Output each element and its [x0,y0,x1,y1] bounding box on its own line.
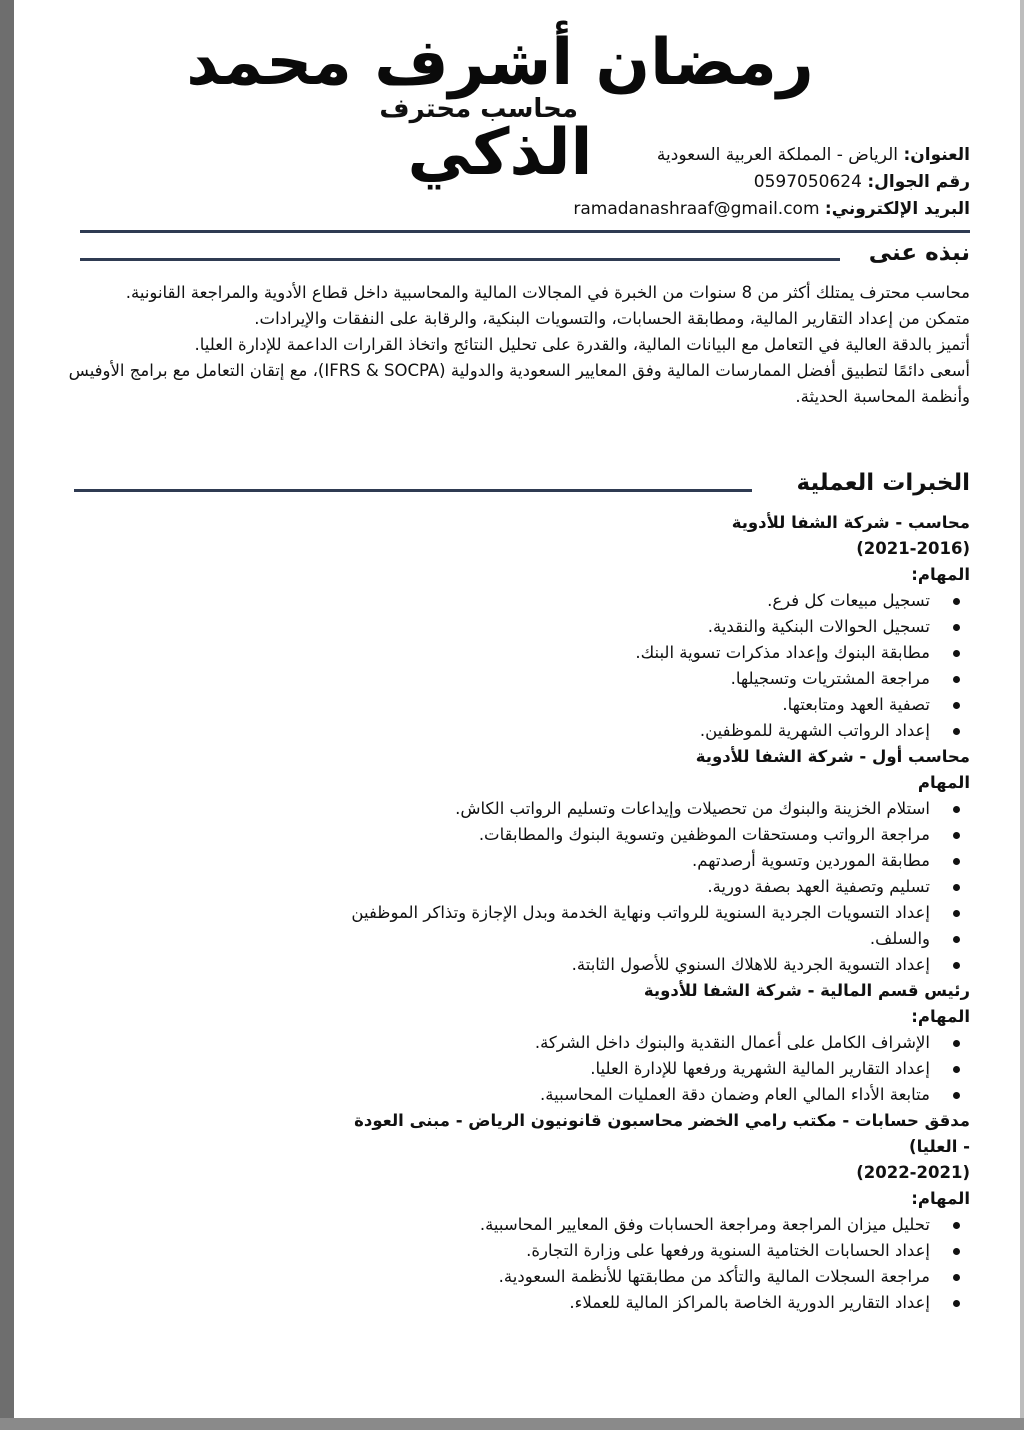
task-item: تصفية العهد ومتابعتها. [65,692,970,718]
task-list [65,588,970,744]
contact-block [573,142,970,223]
task-item: استلام الخزينة والبنوك من تحصيلات وإيداعات وتسليم الرواتب الكاش. [65,796,970,822]
task-item: تسليم وتصفية العهد بصفة دورية. [65,874,970,900]
task-item: إعداد التقارير الدورية الخاصة بالمراكز المالية للعملاء. [65,1290,970,1316]
phone-label: رقم الجوال: [867,172,970,192]
experience-heading-rule [74,489,752,492]
task-item: متابعة الأداء المالي العام وضمان دقة العمليات المحاسبية. [65,1082,970,1108]
header-divider [80,230,970,233]
about-heading: نبذه عنى [868,240,970,266]
task-item: مراجعة السجلات المالية والتأكد من مطابقتها للأنظمة السعودية. [65,1264,970,1290]
task-item: تحليل ميزان المراجعة ومراجعة الحسابات وفق المعايير المحاسبية. [65,1212,970,1238]
task-item: الإشراف الكامل على أعمال النقدية والبنوك داخل الشركة. [65,1030,970,1056]
task-item: مطابقة الموردين وتسوية أرصدتهم. [65,848,970,874]
tasks-label: المهام: [911,1189,970,1208]
task-item: إعداد الرواتب الشهرية للموظفين. [65,718,970,744]
job-title-line: محاسب - شركة الشفا للأدوية [731,513,970,532]
task-list [65,1030,970,1108]
about-paragraph: أسعى دائمًا لتطبيق أفضل الممارسات المالية وفق المعايير السعودية والدولية (IFRS & SOCPA)، مع إتقان التعامل مع برامج الأوفيس وأنظمة المحاسبة الحديثة. [68,361,970,406]
about-paragraph: متمكن من إعداد التقارير المالية، ومطابقة الحسابات، والتسويات البنكية، والرقابة على النفقات والإيرادات. [254,309,970,328]
job-entry [65,744,970,978]
task-item: مراجعة المشتريات وتسجيلها. [65,666,970,692]
task-item: إعداد التسوية الجردية للاهلاك السنوي للأصول الثابتة. [65,952,970,978]
about-paragraph: أتميز بالدقة العالية في التعامل مع البيانات المالية، والقدرة على تحليل النتائج واتخاذ القرارات الداعمة للإدارة العليا. [194,335,970,354]
phone-value: 0597050624 [753,172,868,192]
tasks-label: المهام: [911,1007,970,1026]
job-entry [65,1108,970,1316]
address-label: العنوان: [903,145,970,165]
tasks-label: المهام [917,773,970,792]
experience-section [65,510,970,1316]
about-heading-rule [80,258,840,261]
job-title-line: رئيس قسم المالية - شركة الشفا للأدوية [643,981,970,1000]
task-item: مراجعة الرواتب ومستحقات الموظفين وتسوية البنوك والمطابقات. [65,822,970,848]
contact-address [573,142,970,169]
email-value: ramadanashraaf@gmail.com [573,199,825,219]
task-item: إعداد التسويات الجردية السنوية للرواتب ونهاية الخدمة وبدل الإجازة وتذاكر الموظفين [65,900,970,926]
about-section [65,280,970,410]
address-value: الرياض - المملكة العربية السعودية [656,145,904,165]
person-name: رمضان أشرف محمد الذكي [186,26,814,190]
job-title: محاسب محترف [379,94,578,124]
job-entry [65,510,970,744]
job-entry [65,978,970,1108]
job-title-line: محاسب أول - شركة الشفا للأدوية [695,747,970,766]
job-title-line: مدقق حسابات - مكتب رامي الخضر محاسبون قانونيون الرياض - مبنى العودة - العليا) [354,1111,970,1156]
scan-edge-bottom [0,1418,1024,1430]
tasks-label: المهام: [911,565,970,584]
task-item: تسجيل الحوالات البنكية والنقدية. [65,614,970,640]
task-item: إعداد التقارير المالية الشهرية ورفعها للإدارة العليا. [65,1056,970,1082]
about-paragraph: محاسب محترف يمتلك أكثر من 8 سنوات من الخبرة في المجالات المالية والمحاسبية داخل قطاع الأدوية والمراجعة القانونية. [125,283,970,302]
task-item: مطابقة البنوك وإعداد مذكرات تسوية البنك. [65,640,970,666]
task-list [65,796,970,978]
email-label: البريد الإلكتروني: [824,199,970,219]
task-item: والسلف. [65,926,970,952]
job-years: (2021-2016) [856,539,970,558]
scan-edge-left [0,0,14,1430]
contact-email [573,196,970,223]
task-list [65,1212,970,1316]
contact-phone [573,169,970,196]
task-item: تسجيل مبيعات كل فرع. [65,588,970,614]
scan-edge-right [1020,0,1024,1430]
job-years: (2022-2021) [856,1163,970,1182]
task-item: إعداد الحسابات الختامية السنوية ورفعها على وزارة التجارة. [65,1238,970,1264]
experience-heading: الخبرات العملية [796,470,970,496]
